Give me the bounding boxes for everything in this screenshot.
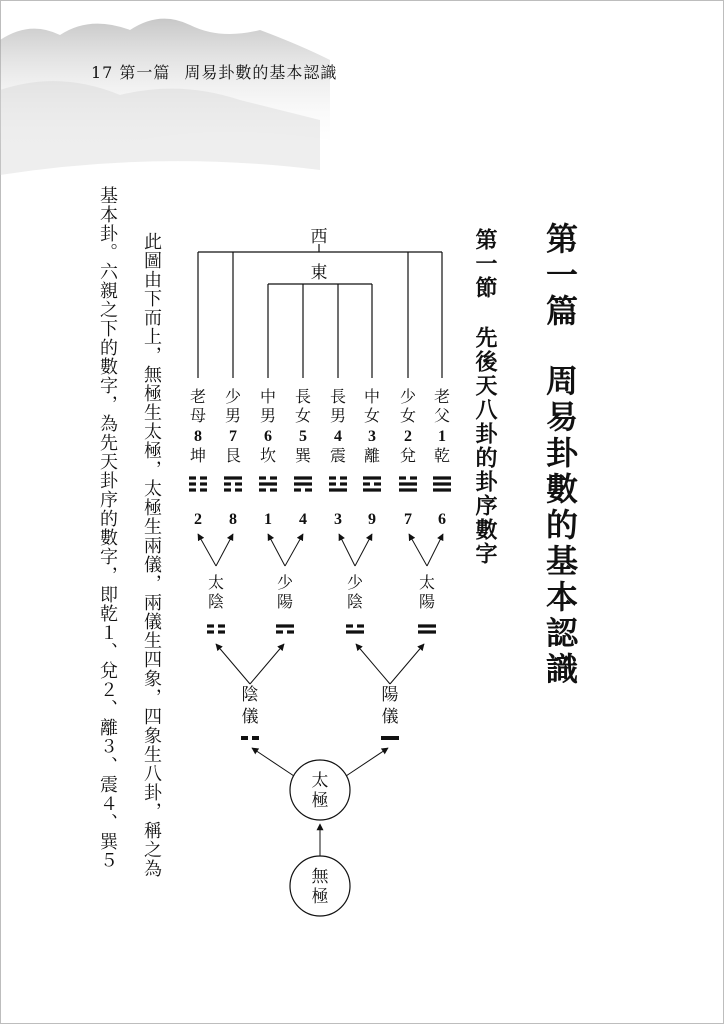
later-heaven-number-3: 9 — [368, 511, 376, 528]
trigram-number-1: 1 — [438, 428, 446, 445]
yang-mode-label: 陽儀 — [381, 685, 399, 727]
trigram-relation-7: 少男 — [224, 387, 242, 425]
trigram-number-8: 8 — [194, 428, 202, 445]
trigram-name-3: 離 — [363, 446, 381, 465]
trigram-relation-6: 中男 — [259, 387, 277, 425]
trigram-name-7: 艮 — [224, 446, 242, 465]
later-heaven-number-1: 6 — [438, 511, 446, 528]
later-heaven-number-5: 4 — [299, 511, 307, 528]
later-heaven-number-7: 8 — [229, 511, 237, 528]
later-heaven-number-6: 1 — [264, 511, 272, 528]
trigram-name-8: 坤 — [189, 446, 207, 465]
four-image-label-1: 太陽 — [418, 573, 436, 611]
header-chapter-title: 周易卦數的基本認識 — [184, 63, 338, 82]
later-heaven-number-4: 3 — [334, 511, 342, 528]
four-image-label-3: 少陽 — [276, 573, 294, 611]
body-text-line-2: 基本卦。六親之下的數字，為先天卦序的數字，即乾１、兌２、離３、震４、巽５ — [97, 186, 118, 870]
trigram-symbol-7 — [224, 478, 242, 490]
trigram-relation-4: 長男 — [329, 387, 347, 425]
four-image-label-2: 少陰 — [346, 573, 364, 611]
trigram-number-4: 4 — [334, 428, 342, 445]
four-image-symbol-2 — [346, 626, 364, 632]
later-heaven-number-8: 2 — [194, 511, 202, 528]
trigram-relation-2: 少女 — [399, 387, 417, 425]
trigram-name-5: 巽 — [294, 446, 312, 465]
taiji-label: 太極 — [311, 771, 329, 811]
chapter-part-label: 第一篇 — [541, 222, 579, 330]
trigram-symbol-6 — [259, 478, 277, 490]
trigram-name-1: 乾 — [433, 446, 451, 465]
trigram-symbol-2 — [399, 478, 417, 490]
arrows-level3 — [198, 534, 443, 566]
trigram-name-2: 兌 — [399, 446, 417, 465]
section-label: 第一節 — [472, 228, 498, 300]
trigram-number-3: 3 — [368, 428, 376, 445]
four-image-symbol-3 — [276, 626, 294, 632]
four-image-symbol-1 — [418, 626, 436, 632]
trigram-relation-1: 老父 — [433, 387, 451, 425]
chapter-main-title: 周易卦數的基本認識 — [541, 364, 579, 688]
trigram-symbol-5 — [294, 478, 312, 490]
trigram-symbol-1 — [433, 478, 451, 490]
west-label: 西 — [310, 227, 328, 247]
trigram-symbol-4 — [329, 478, 347, 490]
later-heaven-number-2: 7 — [404, 511, 412, 528]
east-label: 東 — [310, 263, 328, 283]
body-text-line-1: 此圖由下而上，無極生太極，太極生兩儀，兩儀生四象，四象生八卦，稱之為 — [141, 232, 162, 878]
arrows-level2 — [216, 644, 424, 684]
four-image-label-4: 太陰 — [207, 573, 225, 611]
trigram-number-2: 2 — [404, 428, 412, 445]
trigram-relation-3: 中女 — [363, 387, 381, 425]
trigram-name-4: 震 — [329, 446, 347, 465]
trigram-number-7: 7 — [229, 428, 237, 445]
trigram-symbol-8 — [189, 478, 207, 490]
trigram-relation-5: 長女 — [294, 387, 312, 425]
section-heading: 先後天八卦的卦序數字 — [472, 326, 498, 566]
trigram-number-5: 5 — [299, 428, 307, 445]
yin-mode-label: 陰儀 — [241, 685, 259, 727]
trigram-name-6: 坎 — [259, 446, 277, 465]
four-image-symbol-4 — [207, 626, 225, 632]
trigram-relation-8: 老母 — [189, 387, 207, 425]
trigram-symbol-3 — [363, 478, 381, 490]
header-chapter: 第一篇 — [119, 63, 171, 82]
trigram-number-6: 6 — [264, 428, 272, 445]
page-number: 17 — [91, 63, 114, 82]
wuji-label: 無極 — [311, 867, 329, 907]
